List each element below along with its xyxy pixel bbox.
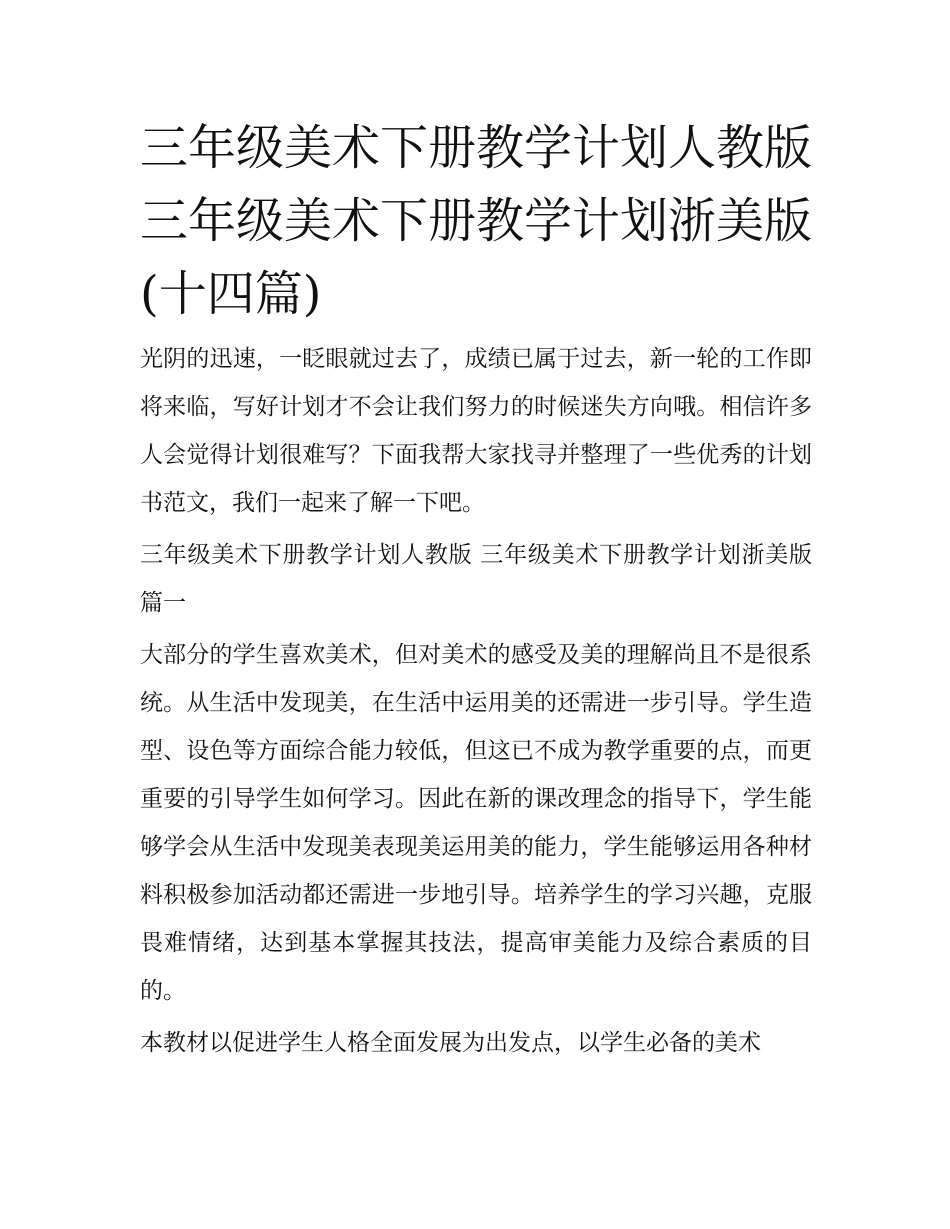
intro-paragraph: 光阴的迅速，一眨眼就过去了，成绩已属于过去，新一轮的工作即将来临，写好计划才不会让我们努力的时候迷失方向哦。相信许多人会觉得计划很难写？下面我帮大家找寻并整理了一些优秀的计划书范文，我们一起来了解一下吧。: [140, 346, 812, 516]
section-heading: 三年级美术下册教学计划人教版 三年级美术下册教学计划浙美版篇一: [140, 542, 812, 616]
document-page: [140, 112, 812, 1071]
body-paragraph: 大部分的学生喜欢美术，但对美术的感受及美的理解尚且不是很系统。从生活中发现美，在生活中运用美的还需进一步引导。学生造型、设色等方面综合能力较低，但这已不成为教学重要的点，而更重要的引导学生如何学习。因此在新的课改理念的指导下，学生能够学会从生活中发现美表现美运用美的能力，学生能够运用各种材料积极参加活动都还需进一步地引导。培养学生的学习兴趣，克服畏难情绪，达到基本掌握其技法，提高审美能力及综合素质的目的。: [140, 642, 812, 1004]
document-title: 三年级美术下册教学计划人教版 三年级美术下册教学计划浙美版(十四篇): [140, 120, 813, 322]
body-paragraph-continued: 本教材以促进学生人格全面发展为出发点，以学生必备的美术: [140, 1030, 761, 1056]
